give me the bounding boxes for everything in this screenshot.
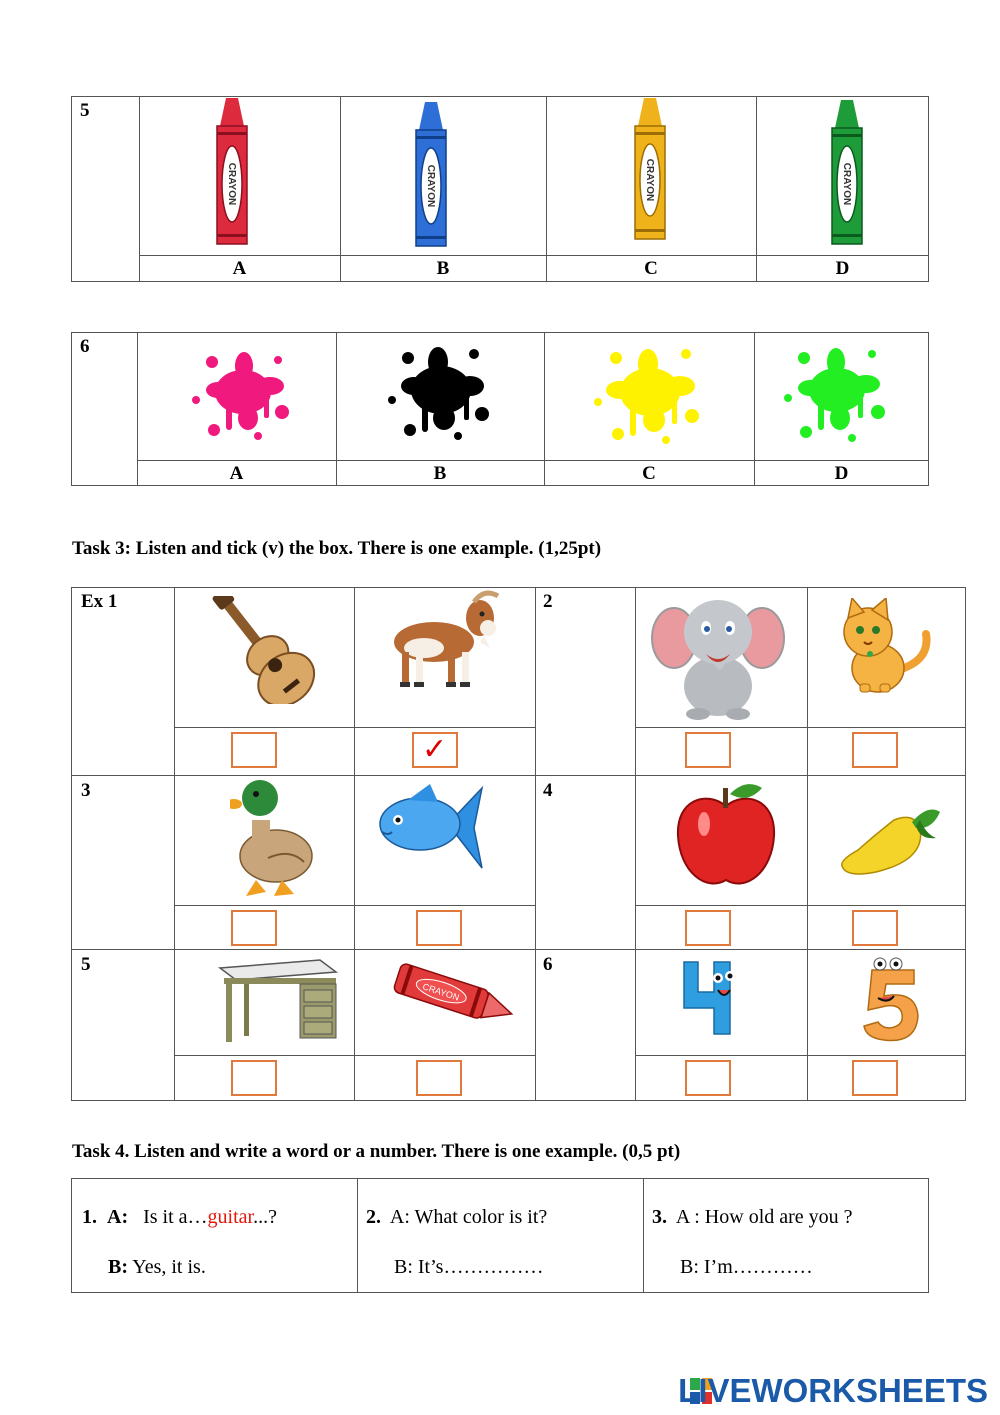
tickbox-4-mango[interactable] bbox=[852, 910, 898, 946]
task-3-row-1-left-label: Ex 1 bbox=[81, 591, 118, 612]
question-5-option-c: C bbox=[644, 258, 658, 279]
number-four-icon bbox=[678, 958, 744, 1038]
tickbox-4-apple[interactable] bbox=[685, 910, 731, 946]
question-5-option-a: A bbox=[232, 258, 247, 279]
task-4-item-1-b-label: B: bbox=[108, 1256, 128, 1278]
question-5-number: 5 bbox=[80, 100, 90, 121]
question-5-option-b: B bbox=[436, 258, 450, 279]
guitar-icon bbox=[198, 596, 326, 704]
question-6-option-c: C bbox=[642, 463, 656, 484]
task-3-row-3-left-label: 5 bbox=[81, 954, 91, 975]
blue-crayon-icon bbox=[409, 102, 453, 250]
svg-text:CRAYON: CRAYON bbox=[644, 158, 655, 202]
fish-icon bbox=[378, 780, 486, 872]
yellow-splash-icon bbox=[592, 340, 708, 446]
mango-icon bbox=[836, 804, 944, 880]
tickbox-3-duck[interactable] bbox=[231, 910, 277, 946]
task-4-item-3-question bbox=[652, 1206, 853, 1229]
tickbox-2-cat[interactable] bbox=[852, 732, 898, 768]
red-crayon-icon bbox=[210, 98, 254, 248]
task-4-item-3-answer-line[interactable]: B: I’m………… bbox=[680, 1256, 813, 1278]
tickbox-ex1-guitar[interactable] bbox=[231, 732, 277, 768]
task-4-item-1-b-text: Yes, it is. bbox=[132, 1256, 206, 1278]
tickbox-ex1-goat[interactable] bbox=[412, 732, 458, 768]
task-4-item-3-a-text: A : How old are you ? bbox=[675, 1206, 853, 1228]
liveworksheets-logo: LIVEWORKSHEETS bbox=[678, 1372, 988, 1409]
tickbox-6-four[interactable] bbox=[685, 1060, 731, 1096]
task-4-title: Task 4. Listen and write a word or a number. There is one example. (0,5 pt) bbox=[72, 1141, 681, 1162]
apple-icon bbox=[676, 780, 776, 890]
pink-splash-icon bbox=[188, 342, 298, 442]
cat-icon bbox=[830, 598, 934, 696]
black-splash-icon bbox=[386, 340, 496, 440]
question-6-option-b: B bbox=[433, 463, 447, 484]
tickbox-6-five[interactable] bbox=[852, 1060, 898, 1096]
svg-text:CRAYON: CRAYON bbox=[421, 981, 461, 1003]
crayon-icon bbox=[388, 962, 518, 1032]
svg-text:CRAYON: CRAYON bbox=[226, 162, 237, 206]
green-splash-icon bbox=[782, 340, 892, 444]
elephant-icon bbox=[650, 588, 786, 722]
task-3-row-3-right-label: 6 bbox=[543, 954, 553, 975]
tickbox-3-fish[interactable] bbox=[416, 910, 462, 946]
tickbox-5-crayon[interactable] bbox=[416, 1060, 462, 1096]
question-5-option-d: D bbox=[835, 258, 850, 279]
number-five-icon bbox=[858, 956, 924, 1044]
task-3-row-2-right-label: 4 bbox=[543, 780, 553, 801]
task-4-item-1-a-pre: Is it a… bbox=[143, 1206, 208, 1228]
task-4-item-1-reply bbox=[108, 1256, 206, 1279]
task-4-item-3-number: 3. bbox=[652, 1206, 667, 1228]
task-4-item-1-question bbox=[82, 1206, 277, 1229]
task-4-item-1-a-label: A: bbox=[107, 1206, 129, 1228]
task-4-item-2-question bbox=[366, 1206, 547, 1229]
tickbox-2-elephant[interactable] bbox=[685, 732, 731, 768]
task-4-item-2-a-text: A: What color is it? bbox=[389, 1206, 548, 1228]
green-crayon-icon bbox=[825, 100, 869, 248]
svg-text:CRAYON: CRAYON bbox=[841, 162, 852, 206]
question-6-option-a: A bbox=[229, 463, 244, 484]
question-6-number: 6 bbox=[80, 336, 90, 357]
task-4-item-1-number: 1. bbox=[82, 1206, 97, 1228]
duck-icon bbox=[230, 778, 320, 900]
tickbox-5-desk[interactable] bbox=[231, 1060, 277, 1096]
task-4-item-1-answer: guitar bbox=[207, 1206, 254, 1228]
task-4-item-2-number: 2. bbox=[366, 1206, 381, 1228]
question-6-option-d: D bbox=[834, 463, 849, 484]
goat-icon bbox=[384, 590, 504, 690]
desk-icon bbox=[216, 956, 340, 1046]
task-3-row-1-right-label: 2 bbox=[543, 591, 553, 612]
task-4-item-1-a-post: ...? bbox=[253, 1206, 277, 1228]
task-3-row-2-left-label: 3 bbox=[81, 780, 91, 801]
tick-mark-icon: ✓ bbox=[422, 732, 448, 767]
task-4-item-2-answer-line[interactable]: B: It’s…………… bbox=[394, 1256, 544, 1278]
task-3-title: Task 3: Listen and tick (v) the box. There is one example. (1,25pt) bbox=[72, 538, 602, 559]
svg-text:CRAYON: CRAYON bbox=[425, 164, 436, 208]
yellow-crayon-icon bbox=[628, 98, 672, 243]
